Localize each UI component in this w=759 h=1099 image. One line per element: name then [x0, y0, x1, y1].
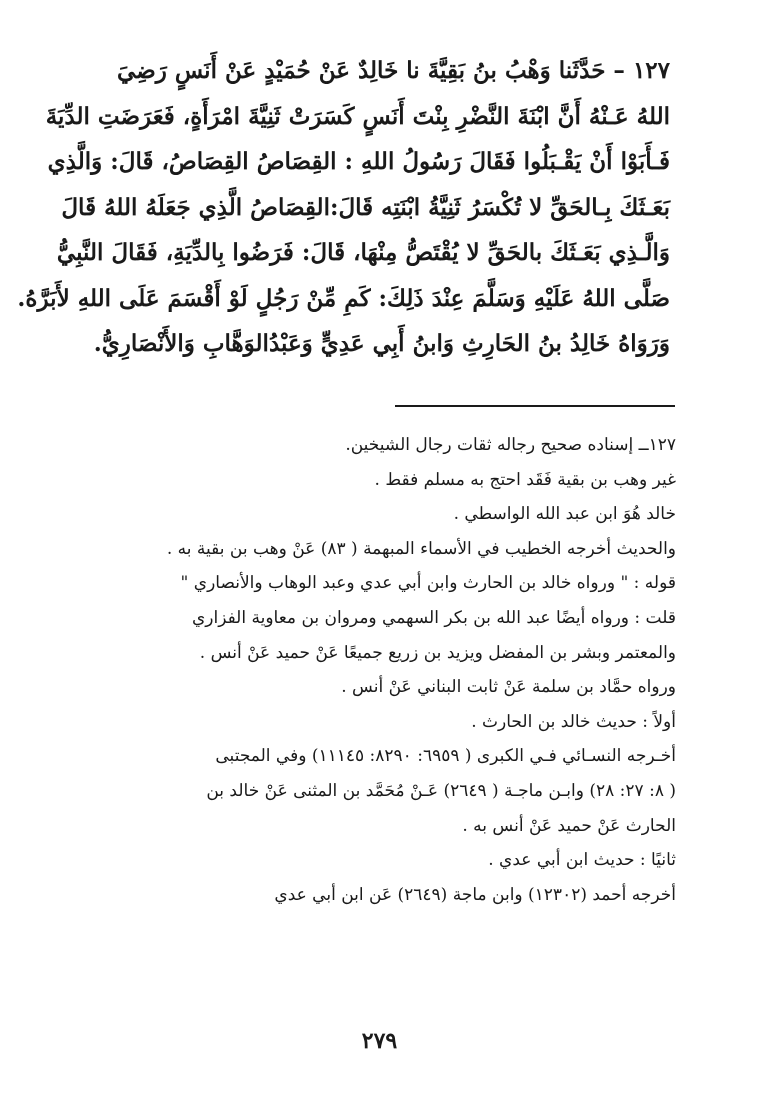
footnote-line: خالد هُوَ ابن عبد الله الواسطي . — [453, 504, 676, 525]
page-number: ٢٧٩ — [361, 1028, 398, 1054]
footnote-line: ( ٨: ٢٧: ٢٨) وابـن ماجـة ( ٢٦٤٩) عَـنْ مُحَمَّد بن المثنى عَنْ خالد بن — [206, 780, 676, 801]
hadith-line: اللهُ عَـنْهُ أَنَّ ابْنَةَ النَّضْرِ بِنْتَ أَنَسٍ كَسَرَتْ ثَنِيَّةَ امْرَأَةٍ، فَعَرَضَتِ الدِّيَةَ — [45, 102, 670, 130]
footnote-line: قوله : " ورواه خالد بن الحارث وابن أبي عدي وعبد الوهاب والأنصاري " — [180, 573, 676, 594]
hadith-line: ١٢٧ – حَدَّثَنا وَهْبُ بنُ بَقِيَّةَ نا خَالِدٌ عَنْ حُمَيْدٍ عَنْ أَنَسٍ رَضِيَ — [117, 57, 670, 84]
footnote-separator — [395, 405, 675, 407]
hadith-line: فَـأَبَوْا أَنْ يَقْـبَلُوا فَقَالَ رَسُولُ اللهِ : القِصَاصُ القِصَاصُ، قَالَ: وَالَّذِي — [47, 148, 670, 175]
footnote-line: الحارث عَنْ حميد عَنْ أنس به . — [462, 815, 676, 836]
hadith-text — [17, 48, 670, 367]
footnote-line: والمعتمر وبشر بن المفضل ويزيد بن زريع جميعًا عَنْ حميد عَنْ أنس . — [199, 642, 676, 663]
footnote-line: ١٢٧ــ إسناده صحيح رجاله ثقات رجال الشيخين. — [345, 435, 676, 455]
footnote-line: والحديث أخرجه الخطيب في الأسماء المبهمة ( ٨٣) عَنْ وهب بن بقية به . — [166, 538, 676, 559]
footnote-line: ورواه حمَّاد بن سلمة عَنْ ثابت البناني عَنْ أنس . — [341, 677, 676, 698]
footnote-line: أخرجه أحمد (١٢٣٠٢) وابن ماجة (٢٦٤٩) عَن ابن أبي عدي — [274, 884, 676, 905]
footnote-line: أولاً : حديث خالد بن الحارث . — [471, 711, 676, 732]
footnotes — [98, 428, 676, 912]
footnote-line: أخـرجه النسـائي فـي الكبرى ( ٦٩٥٩: ٨٢٩٠: ١١١٤٥) وفي المجتبى — [215, 746, 676, 767]
footnote-line: ثانيًا : حديث ابن أبي عدي . — [488, 850, 676, 871]
footnote-line: غير وهب بن بقية فَقَد احتج به مسلم فقط . — [374, 469, 676, 490]
footnote-line: قلت : ورواه أيضًا عبد الله بن بكر السهمي ومروان بن معاوية الفزاري — [191, 607, 676, 628]
hadith-line: وَالَّـذِي بَعَـثَكَ بالحَقِّ لا يُقْتَصُّ مِنْهَا، قَالَ: فَرَضُوا بِالدِّيَةِ، فَقَالَ النَّبِيُّ — [56, 239, 670, 266]
hadith-line: بَعَـثَكَ بِـالحَقِّ لا تُكْسَرُ ثَنِيَّةُ ابْنَتِه قَالَ:القِصَاصُ الَّذِي جَعَلَهُ اللهُ قَالَ — [61, 193, 670, 221]
hadith-line: وَرَوَاهُ خَالِدُ بنُ الحَارِثِ وَابنُ أَبِي عَدِيٍّ وَعَبْدُالوَهَّابِ وَالأَنْصَارِيُّ. — [93, 330, 670, 357]
hadith-line: صَلَّى اللهُ عَلَيْهِ وَسَلَّمَ عِنْدَ ذَلِكَ: كَمِ مِّنْ رَجُلٍ لَوْ أَقْسَمَ عَلَى اللهِ لأَبَرَّهُ. — [17, 284, 670, 312]
